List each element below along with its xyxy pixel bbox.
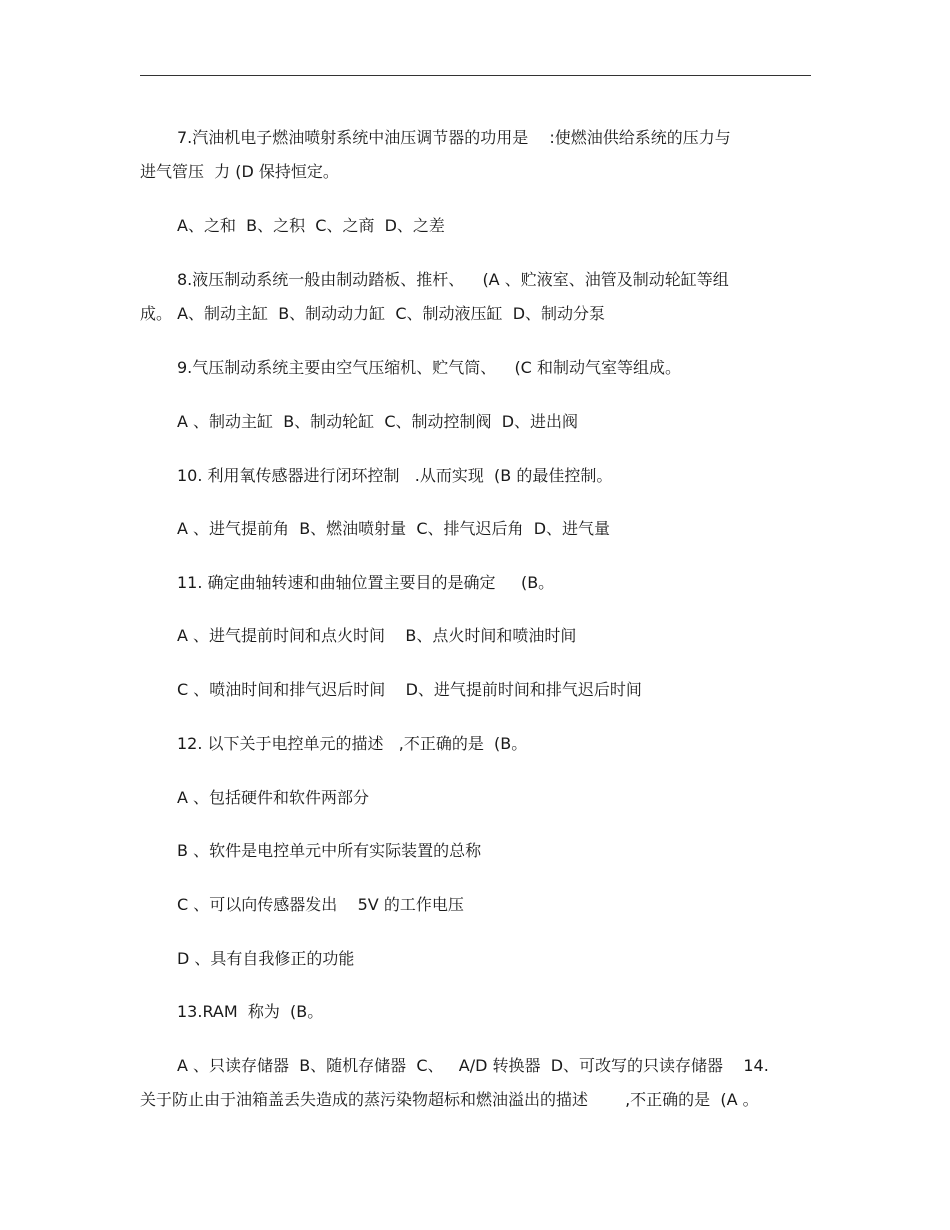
question-10-options: A 、进气提前角 B、燃油喷射量 C、排气迟后角 D、进气量 xyxy=(177,519,611,538)
question-11-text: 11. 确定曲轴转速和曲轴位置主要目的是确定 (B。 xyxy=(177,573,555,592)
question-7-text: 7.汽油机电子燃油喷射系统中油压调节器的功用是 :使燃油供给系统的压力与 xyxy=(177,128,731,147)
question-14-text: 关于防止由于油箱盖丢失造成的蒸污染物超标和燃油溢出的描述 ,不正确的是 (A 。 xyxy=(140,1090,759,1109)
question-12-option-b: B 、软件是电控单元中所有实际装置的总称 xyxy=(177,841,482,860)
question-12-option-a: A 、包括硬件和软件两部分 xyxy=(177,788,370,807)
question-13-text: 13.RAM 称为 (B。 xyxy=(177,1002,324,1021)
question-8-options: 成。 A、制动主缸 B、制动动力缸 C、制动液压缸 D、制动分泵 xyxy=(140,304,606,323)
question-9-text: 9.气压制动系统主要由空气压缩机、贮气筒、 (C 和制动气室等组成。 xyxy=(177,358,681,377)
question-7-options: A、之和 B、之积 C、之商 D、之差 xyxy=(177,216,445,235)
header-rule xyxy=(140,75,811,76)
question-12-option-c: C 、可以向传感器发出 5V 的工作电压 xyxy=(177,895,464,914)
question-11-options-cd: C 、喷油时间和排气迟后时间 D、进气提前时间和排气迟后时间 xyxy=(177,680,642,699)
question-8-text: 8.液压制动系统一般由制动踏板、推杆、 (A 、贮液室、油管及制动轮缸等组 xyxy=(177,270,729,289)
question-9-options: A 、制动主缸 B、制动轮缸 C、制动控制阀 D、进出阀 xyxy=(177,412,579,431)
question-10-text: 10. 利用氧传感器进行闭环控制 .从而实现 (B 的最佳控制。 xyxy=(177,466,613,485)
question-13-options: A 、只读存储器 B、随机存储器 C、 A/D 转换器 D、可改写的只读存储器 14. xyxy=(177,1056,769,1075)
question-11-options-ab: A 、进气提前时间和点火时间 B、点火时间和喷油时间 xyxy=(177,626,577,645)
question-12-option-d: D 、具有自我修正的功能 xyxy=(177,949,355,968)
question-7-text-cont: 进气管压 力 (D 保持恒定。 xyxy=(140,162,339,181)
question-12-text: 12. 以下关于电控单元的描述 ,不正确的是 (B。 xyxy=(177,734,528,753)
